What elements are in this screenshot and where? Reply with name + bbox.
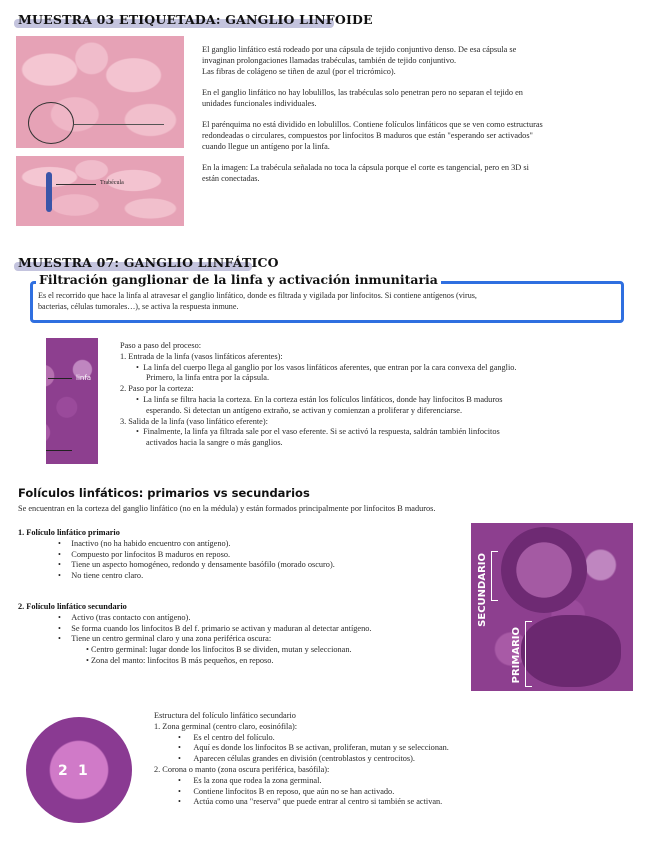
lymph-label: linfa [76,374,92,382]
section-03-text [202,44,622,184]
step-bullet: • La linfa se filtra hacia la corteza. En la corteza están los folículos linfáticos, donde hay linfocitos B maduros [136,394,503,404]
list-item: • Aquí es donde los linfocitos B se activan, proliferan, mutan y se seleccionan. [178,743,449,753]
trabecula-mark [46,172,52,212]
estructura-list [154,711,634,808]
list-item: • Es la zona que rodea la zona germinal. [178,775,322,785]
histology-image-follicles [471,523,633,691]
step-bullet: • La linfa del cuerpo llega al ganglio por los vasos linfáticos aferentes, que entran por la cara convexa del ganglio. [136,362,517,372]
step-heading: 3. Salida de la linfa (vaso linfático eferente): [120,416,268,426]
secundario-label: SECUNDARIO [477,553,488,627]
paragraph: El ganglio linfático está rodeado por una cápsula de tejido conjuntivo denso. De esa cápsula se invaginan prolongaciones llamadas trabéculas, también de tejido conjuntivo. Las fibras de colágeno se tiñen de azul (por el tricrómico). [202,45,517,76]
primary-follicle [521,615,621,687]
pointer-line [56,184,96,185]
paragraph: En la imagen: La trabécula señalada no toca la cápsula porque el corte es tangencial, pero en 3D si están conectadas. [202,163,529,183]
secundario-heading: 2. Folículo linfático secundario [18,602,127,611]
pointer-line [74,124,164,125]
list-item: • Compuesto por linfocitos B maduros en reposo. [58,549,231,559]
step-heading: 2. Paso por la corteza: [120,384,194,394]
foliculos-title: Folículos linfáticos: primarios vs secundarios [18,486,310,500]
step-bullet-cont: Primero, la linfa entra por la cápsula. [146,373,270,383]
list-item: • No tiene centro claro. [58,571,144,581]
arrow-icon [48,378,72,379]
steps-intro: Paso a paso del proceso: [120,341,202,350]
list-item: • Activo (tras contacto con antígeno). [58,612,191,622]
estructura-title: Estructura del folículo linfático secundario [154,711,296,720]
bracket [491,551,498,601]
list-item: • Aparecen células grandes en división (centroblastos y centrocitos). [178,754,415,764]
histology-image-capsule [16,36,184,148]
step-bullet-cont: esperando. Si detectan un antígeno extraño, se activan y comienzan a proliferar y diferenciarse. [146,405,463,415]
step-bullet: • Finalmente, la linfa ya filtrada sale por el vaso eferente. Si se activó la respuesta, saldrán también linfocitos [136,427,500,437]
zone-heading: 1. Zona germinal (centro claro, eosinófila): [154,721,298,731]
secundario-list [18,602,458,667]
list-item: • Tiene un aspecto homogéneo, redondo y densamente basófilo (morado oscuro). [58,560,335,570]
list-item: • Tiene un centro germinal claro y una zona periférica oscura: [58,634,272,644]
primario-heading: 1. Folículo linfático primario [18,528,120,537]
step-heading: 1. Entrada de la linfa (vasos linfáticos aferentes): [120,351,283,361]
paragraph: En el ganglio linfático no hay lobulillos, las trabéculas solo penetran pero no separan el tejido en unidades funcionales individuales. [202,88,523,108]
definition-text: Es el recorrido que hace la linfa al atravesar el ganglio linfático, donde es filtrada y vigilada por linfocitos. Si contiene antígenos (virus, bacterias, células tumorales…), se activa la respuesta inmune. [38,291,477,311]
bracket [525,621,532,687]
section-07-title: MUESTRA 07: GANGLIO LINFÁTICO [18,255,279,270]
list-item: • Actúa como una "reserva" que puede entrar al centro si también se activan. [178,797,443,807]
paragraph: El parénquima no está dividido en lobulillos. Contiene folículos linfáticos que se ven como estructuras redondeadas o circulares, compuestos por linfocitos B maduros que están "esperando ser activados" cuando llegue un antígeno por la linfa. [202,120,543,151]
secondary-follicle [501,527,587,613]
list-item: • Se forma cuando los linfocitos B del f. primario se activan y maduran al detectar antígeno. [58,623,372,633]
section-03-title: MUESTRA 03 ETIQUETADA: GANGLIO LINFOIDE [18,12,373,27]
circle-annotation [28,102,74,144]
histology-image-lymph-flow [20,338,98,464]
process-steps [118,341,628,449]
definition-box-title: Filtración ganglionar de la linfa y activación inmunitaria [36,272,441,287]
histology-image-secondary-follicle [26,717,132,823]
arrow-icon [46,450,72,451]
sub-list-item: • Centro germinal: lugar donde los linfocitos B se dividen, mutan y seleccionan. [86,645,352,655]
histology-image-trabecula [16,156,184,226]
zone-heading: 2. Corona o manto (zona oscura periférica, basófila): [154,764,330,774]
white-margin [20,338,46,464]
step-bullet-cont: activados hacia la sangre o más ganglios. [146,438,283,448]
sub-list-item: • Zona del manto: linfocitos B más pequeños, en reposo. [86,655,274,665]
zone-1-label: 1 [78,763,88,779]
primario-list [18,528,458,582]
foliculos-intro: Se encuentran en la corteza del ganglio linfático (no en la médula) y están formados principalmente por linfocitos B maduros. [18,504,436,513]
trabecula-label: Trabécula [100,180,124,186]
list-item: • Contiene linfocitos B en reposo, que aún no se han activado. [178,786,395,796]
list-item: • Es el centro del folículo. [178,732,275,742]
list-item: • Inactivo (no ha habido encuentro con antígeno). [58,538,231,548]
primario-label: PRIMARIO [511,627,522,684]
zone-2-label: 2 [58,763,68,779]
